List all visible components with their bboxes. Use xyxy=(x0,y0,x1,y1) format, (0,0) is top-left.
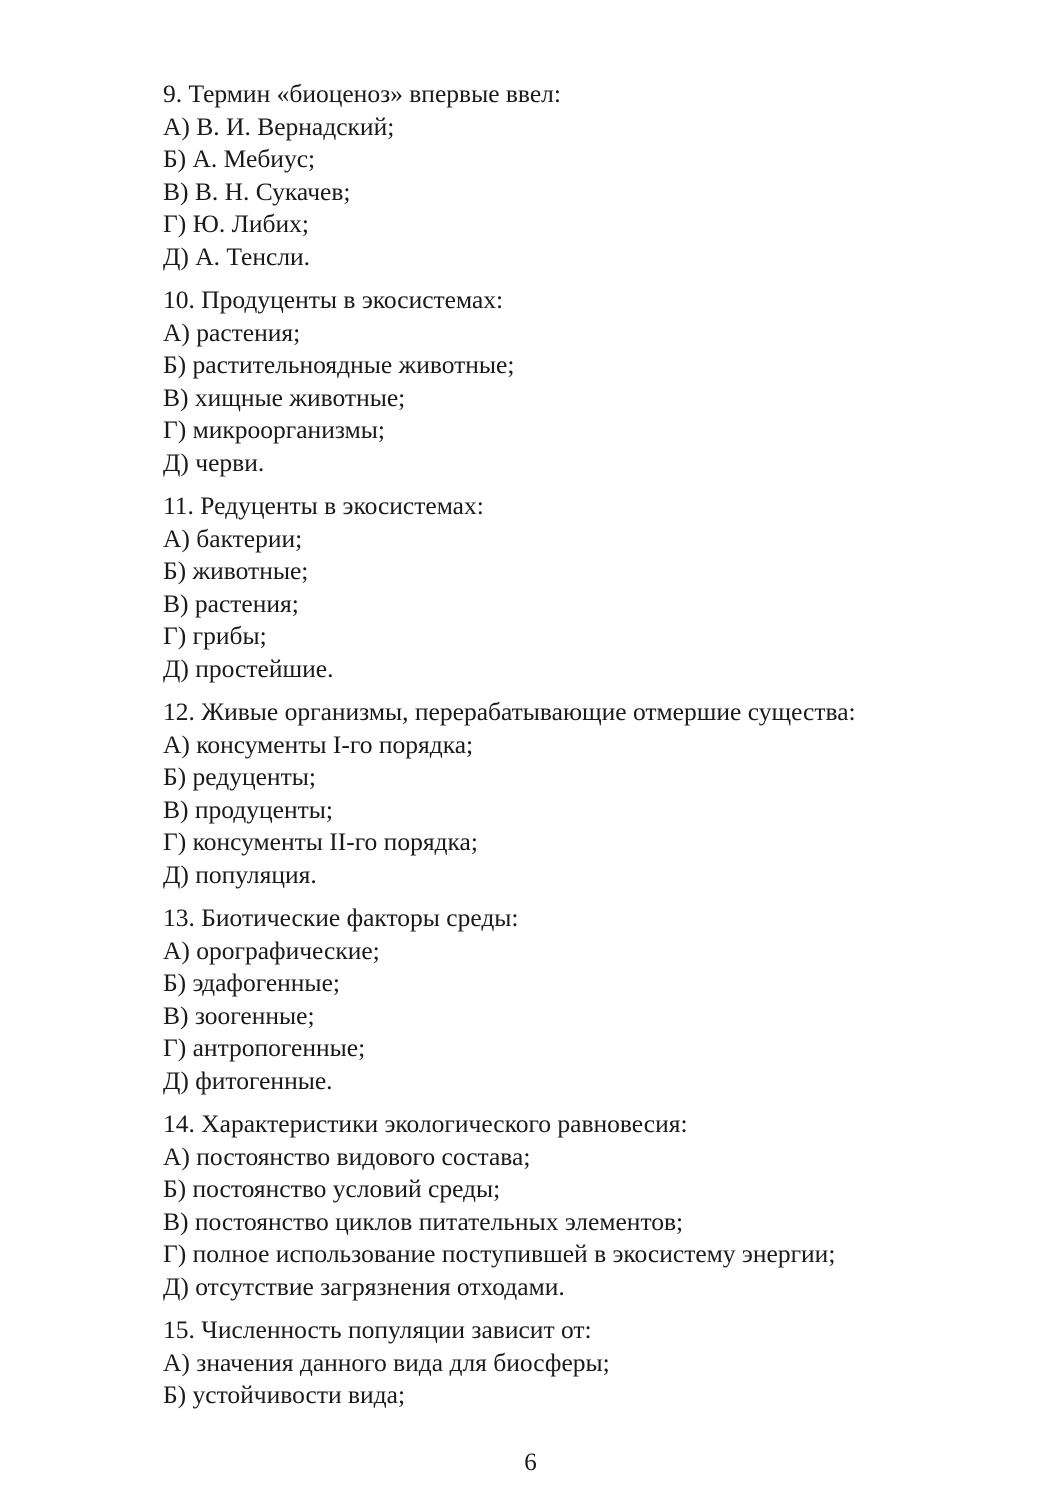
answer-option: Б) устойчивости вида; xyxy=(163,1380,406,1409)
question-title: 10. Продуценты в экосистемах: xyxy=(163,285,504,314)
answer-option: Г) антропогенные; xyxy=(163,1033,366,1062)
question-title: 11. Редуценты в экосистемах: xyxy=(163,491,484,520)
answer-option: А) В. И. Вернадский; xyxy=(163,111,395,141)
answer-option: Д) черви. xyxy=(163,447,265,477)
answer-option: Д) отсутствие загрязнения отходами. xyxy=(163,1271,565,1301)
answer-option: А) бактерии; xyxy=(163,523,303,553)
answer-option: В) зоогенные; xyxy=(163,1000,315,1030)
answer-option: Б) животные; xyxy=(163,556,309,585)
question-12 xyxy=(163,696,983,891)
answer-option: Б) растительноядные животные; xyxy=(163,350,515,379)
question-title: 15. Численность популяции зависит от: xyxy=(163,1315,592,1344)
question-title: 9. Термин «биоценоз» впервые ввел: xyxy=(163,79,561,108)
answer-option: В) растения; xyxy=(163,588,299,618)
page-number: 6 xyxy=(524,1449,537,1476)
question-10 xyxy=(163,284,983,479)
answer-option: Г) полное использование поступившей в экосистему энергии; xyxy=(163,1239,836,1268)
question-title: 14. Характеристики экологического равновесия: xyxy=(163,1109,688,1138)
answer-option: Г) микроорганизмы; xyxy=(163,415,385,444)
answer-option: Д) А. Тенсли. xyxy=(163,241,311,271)
answer-option: А) консументы I-го порядка; xyxy=(163,729,474,759)
answer-option: А) растения; xyxy=(163,317,301,347)
answer-option: А) постоянство видового состава; xyxy=(163,1141,531,1171)
answer-option: Г) консументы II-го порядка; xyxy=(163,827,478,856)
answer-option: Д) простейшие. xyxy=(163,653,334,683)
answer-option: Б) эдафогенные; xyxy=(163,968,340,997)
answer-option: Б) А. Мебиус; xyxy=(163,144,316,173)
answer-option: Г) грибы; xyxy=(163,621,267,650)
question-9 xyxy=(163,78,983,273)
answer-option: Б) редуценты; xyxy=(163,762,316,791)
question-title: 13. Биотические факторы среды: xyxy=(163,903,519,932)
answer-option: В) хищные животные; xyxy=(163,382,406,412)
question-14 xyxy=(163,1108,983,1303)
answer-option: А) орографические; xyxy=(163,935,380,965)
answer-option: Д) популяция. xyxy=(163,859,317,889)
question-title: 12. Живые организмы, перерабатывающие отмершие существа: xyxy=(163,697,856,726)
answer-option: Г) Ю. Либих; xyxy=(163,209,309,238)
answer-option: В) В. Н. Сукачев; xyxy=(163,176,351,206)
answer-option: А) значения данного вида для биосферы; xyxy=(163,1347,610,1377)
answer-option: В) продуценты; xyxy=(163,794,333,824)
answer-option: В) постоянство циклов питательных элементов; xyxy=(163,1206,684,1236)
question-list xyxy=(163,78,983,1423)
answer-option: Б) постоянство условий среды; xyxy=(163,1174,501,1203)
answer-option: Д) фитогенные. xyxy=(163,1065,333,1095)
question-15 xyxy=(163,1314,983,1412)
question-13 xyxy=(163,902,983,1097)
question-11 xyxy=(163,490,983,685)
